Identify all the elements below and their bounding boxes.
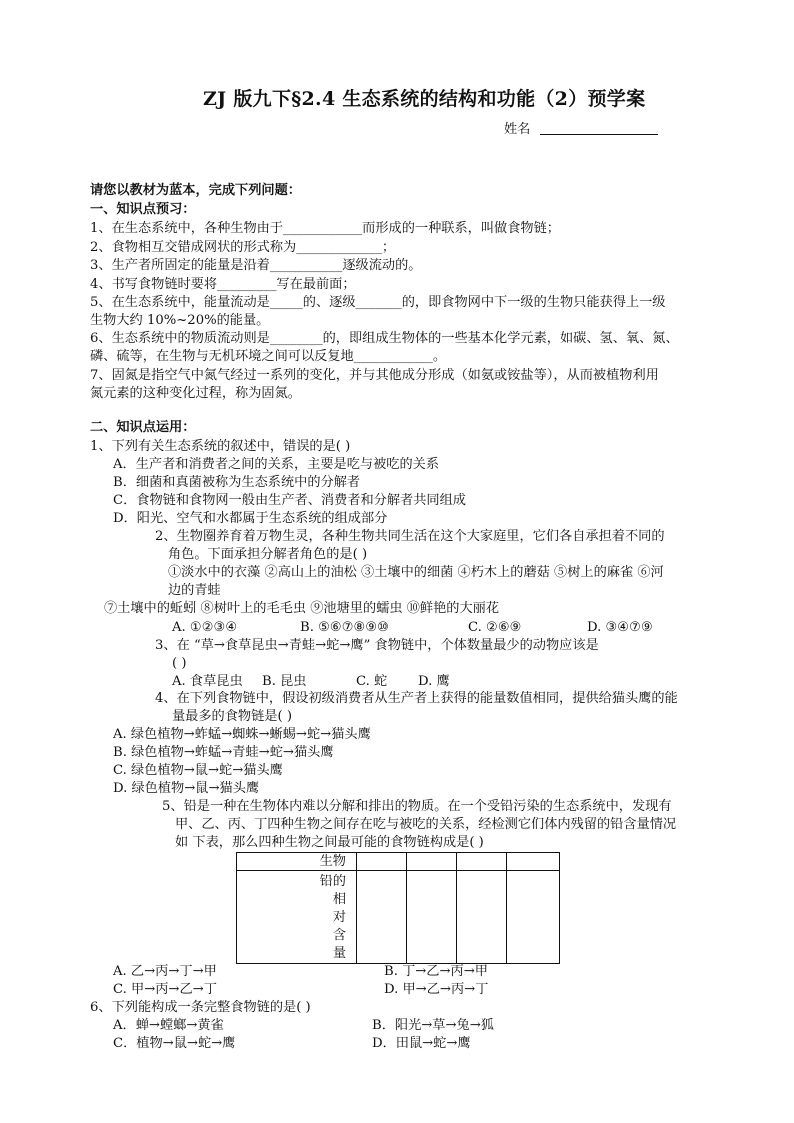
table-cell (357, 853, 407, 871)
table-cell (457, 871, 507, 964)
q2-option-c[interactable]: C. ②⑥⑨ (468, 620, 522, 635)
q2-items-2: 边的青蛙 (168, 583, 221, 598)
q2-stem-1: 2、生物圈养育着万物生灵，各种生物共同生活在这个大家庭里，它们各自承担着不同的 (155, 529, 665, 544)
s1-line-2: 2、食物相互交错成网状的形式称为_____________； (90, 240, 396, 255)
q5-option-b[interactable]: B. 丁→乙→丙→甲 (384, 964, 488, 979)
q6-option-b[interactable]: B．阳光→草→兔→狐 (372, 1018, 494, 1033)
q2-stem-2: 角色。下面承担分解者角色的是( ) (168, 547, 368, 562)
name-blank[interactable] (540, 120, 658, 135)
q3-stem-2: ( ) (172, 656, 187, 671)
page-title: ZJ 版九下§2.4 生态系统的结构和功能（2）预学案 (203, 88, 646, 110)
row-label-char: 量 (332, 946, 346, 961)
q4-option-b[interactable]: B. 绿色植物→蚱蜢→青蛙→蛇→猫头鹰 (113, 745, 334, 760)
q6-stem: 6、下列能构成一条完整食物链的是( ) (90, 1000, 311, 1015)
s1-line-1: 1、在生态系统中，各种生物由于____________而形成的一种联系，叫做食物链； (90, 221, 560, 236)
s1-line-8: 磷、硫等，在生物与无机环境之间可以反复地____________。 (90, 349, 447, 364)
s1-line-4: 4、书写食物链时要将_________写在最前面； (90, 277, 356, 292)
q2-option-a[interactable]: A. ①②③④ (172, 620, 238, 635)
s1-line-7: 6、生态系统中的物质流动则是________的，即组成生物体的一些基本化学元素，如碳、氢、氧、氮、 (90, 331, 679, 346)
row-label-char: 含 (332, 928, 346, 943)
q2-items-1: ①淡水中的衣藻 ②高山上的油松 ③土壤中的细菌 ④朽木上的蘑菇 ⑤树上的麻雀 ⑥河 (168, 565, 664, 580)
table-cell (507, 871, 560, 964)
q3-option-d[interactable]: D. 鹰 (418, 674, 450, 689)
table-cell (507, 853, 560, 871)
q4-stem-2: 量最多的食物链是( ) (172, 709, 292, 724)
q5-option-a[interactable]: A. 乙→丙→丁→甲 (113, 964, 217, 979)
q1-option-c[interactable]: C．食物链和食物网一般由生产者、消费者和分解者共同组成 (113, 493, 466, 508)
s1-line-10: 氮元素的这种变化过程，称为固氮。 (90, 386, 301, 401)
q3-stem-1: 3、在 “草→食草昆虫→青蛙→蛇→鹰” 食物链中，个体数量最少的动物应该是 (155, 638, 599, 653)
table-cell (407, 871, 457, 964)
q1-option-d[interactable]: D．阳光、空气和水都属于生态系统的组成部分 (113, 511, 388, 526)
q2-option-b[interactable]: B. ⑤⑥⑦⑧⑨⑩ (300, 620, 390, 635)
q5-option-d[interactable]: D. 甲→乙→丙→丁 (384, 982, 489, 997)
section1-heading: 一、知识点预习： (90, 202, 196, 217)
q4-option-a[interactable]: A. 绿色植物→蚱蜢→蜘蛛→蜥蜴→蛇→猫头鹰 (113, 727, 371, 742)
table-cell (357, 871, 407, 964)
q5-stem-2: 甲、乙、丙、丁四种生物之间存在吃与被吃的关系，经检测它们体内残留的铅含量情况 (175, 817, 677, 832)
q3-option-c[interactable]: C. 蛇 (356, 674, 388, 689)
s1-line-9: 7、固氮是指空气中氮气经过一系列的变化，并与其他成分形成（如氨或铵盐等），从而被植物利用 (90, 368, 659, 383)
q4-option-c[interactable]: C. 绿色植物→鼠→蛇→猫头鹰 (113, 763, 283, 778)
q5-stem-1: 5、铅是一种在生物体内难以分解和排出的物质。在一个受铅污染的生态系统中，发现有 (162, 799, 672, 814)
row-label-char: 对 (332, 910, 346, 925)
q6-option-d[interactable]: D．田鼠→蛇→鹰 (372, 1036, 471, 1051)
q4-stem-1: 4、在下列食物链中，假设初级消费者从生产者上获得的能量数值相同，提供给猫头鹰的能 (155, 691, 678, 706)
intro-instruction: 请您以教材为蓝本，完成下列问题： (90, 183, 301, 198)
q4-option-d[interactable]: D. 绿色植物→鼠→猫头鹰 (113, 781, 260, 796)
name-label: 姓名 (504, 122, 531, 137)
q6-option-a[interactable]: A．蝉→螳螂→黄雀 (113, 1018, 224, 1033)
table-row-label (237, 871, 357, 964)
section2-heading: 二、知识点运用： (90, 420, 196, 435)
q2-items-3: ⑦土壤中的蚯蚓 ⑧树叶上的毛毛虫 ⑨池塘里的蠕虫 ⑩鲜艳的大丽花 (104, 601, 500, 616)
table-header-organism: 生物 (237, 853, 357, 871)
q1-option-b[interactable]: B．细菌和真菌被称为生态系统中的分解者 (113, 475, 361, 490)
q5-option-c[interactable]: C. 甲→丙→乙→丁 (113, 982, 217, 997)
q1-stem: 1、下列有关生态系统的叙述中，错误的是( ) (90, 439, 351, 454)
q6-option-c[interactable]: C．植物→鼠→蛇→鹰 (113, 1036, 236, 1051)
q3-option-b[interactable]: B. 昆虫 (262, 674, 307, 689)
table-cell (407, 853, 457, 871)
q2-option-d[interactable]: D. ③④⑦⑨ (587, 620, 653, 635)
s1-line-3: 3、生产者所固定的能量是沿着___________逐级流动的。 (90, 258, 422, 273)
s1-line-6: 生物大约 10%~20%的能量。 (90, 313, 270, 328)
lead-content-table (236, 852, 560, 964)
q3-option-a[interactable]: A. 食草昆虫 (172, 674, 243, 689)
row-label-char: 相 (332, 892, 346, 907)
row-label-char: 铅的 (319, 874, 346, 889)
table-cell (457, 853, 507, 871)
q5-stem-3: 如 下表，那么四种生物之间最可能的食物链构成是( ) (175, 835, 484, 850)
s1-line-5: 5、在生态系统中，能量流动是_____的、逐级_______的，即食物网中下一级的生物只能获得上一级 (90, 295, 666, 310)
name-field[interactable] (504, 120, 658, 138)
q1-option-a[interactable]: A．生产者和消费者之间的关系，主要是吃与被吃的关系 (113, 457, 440, 472)
